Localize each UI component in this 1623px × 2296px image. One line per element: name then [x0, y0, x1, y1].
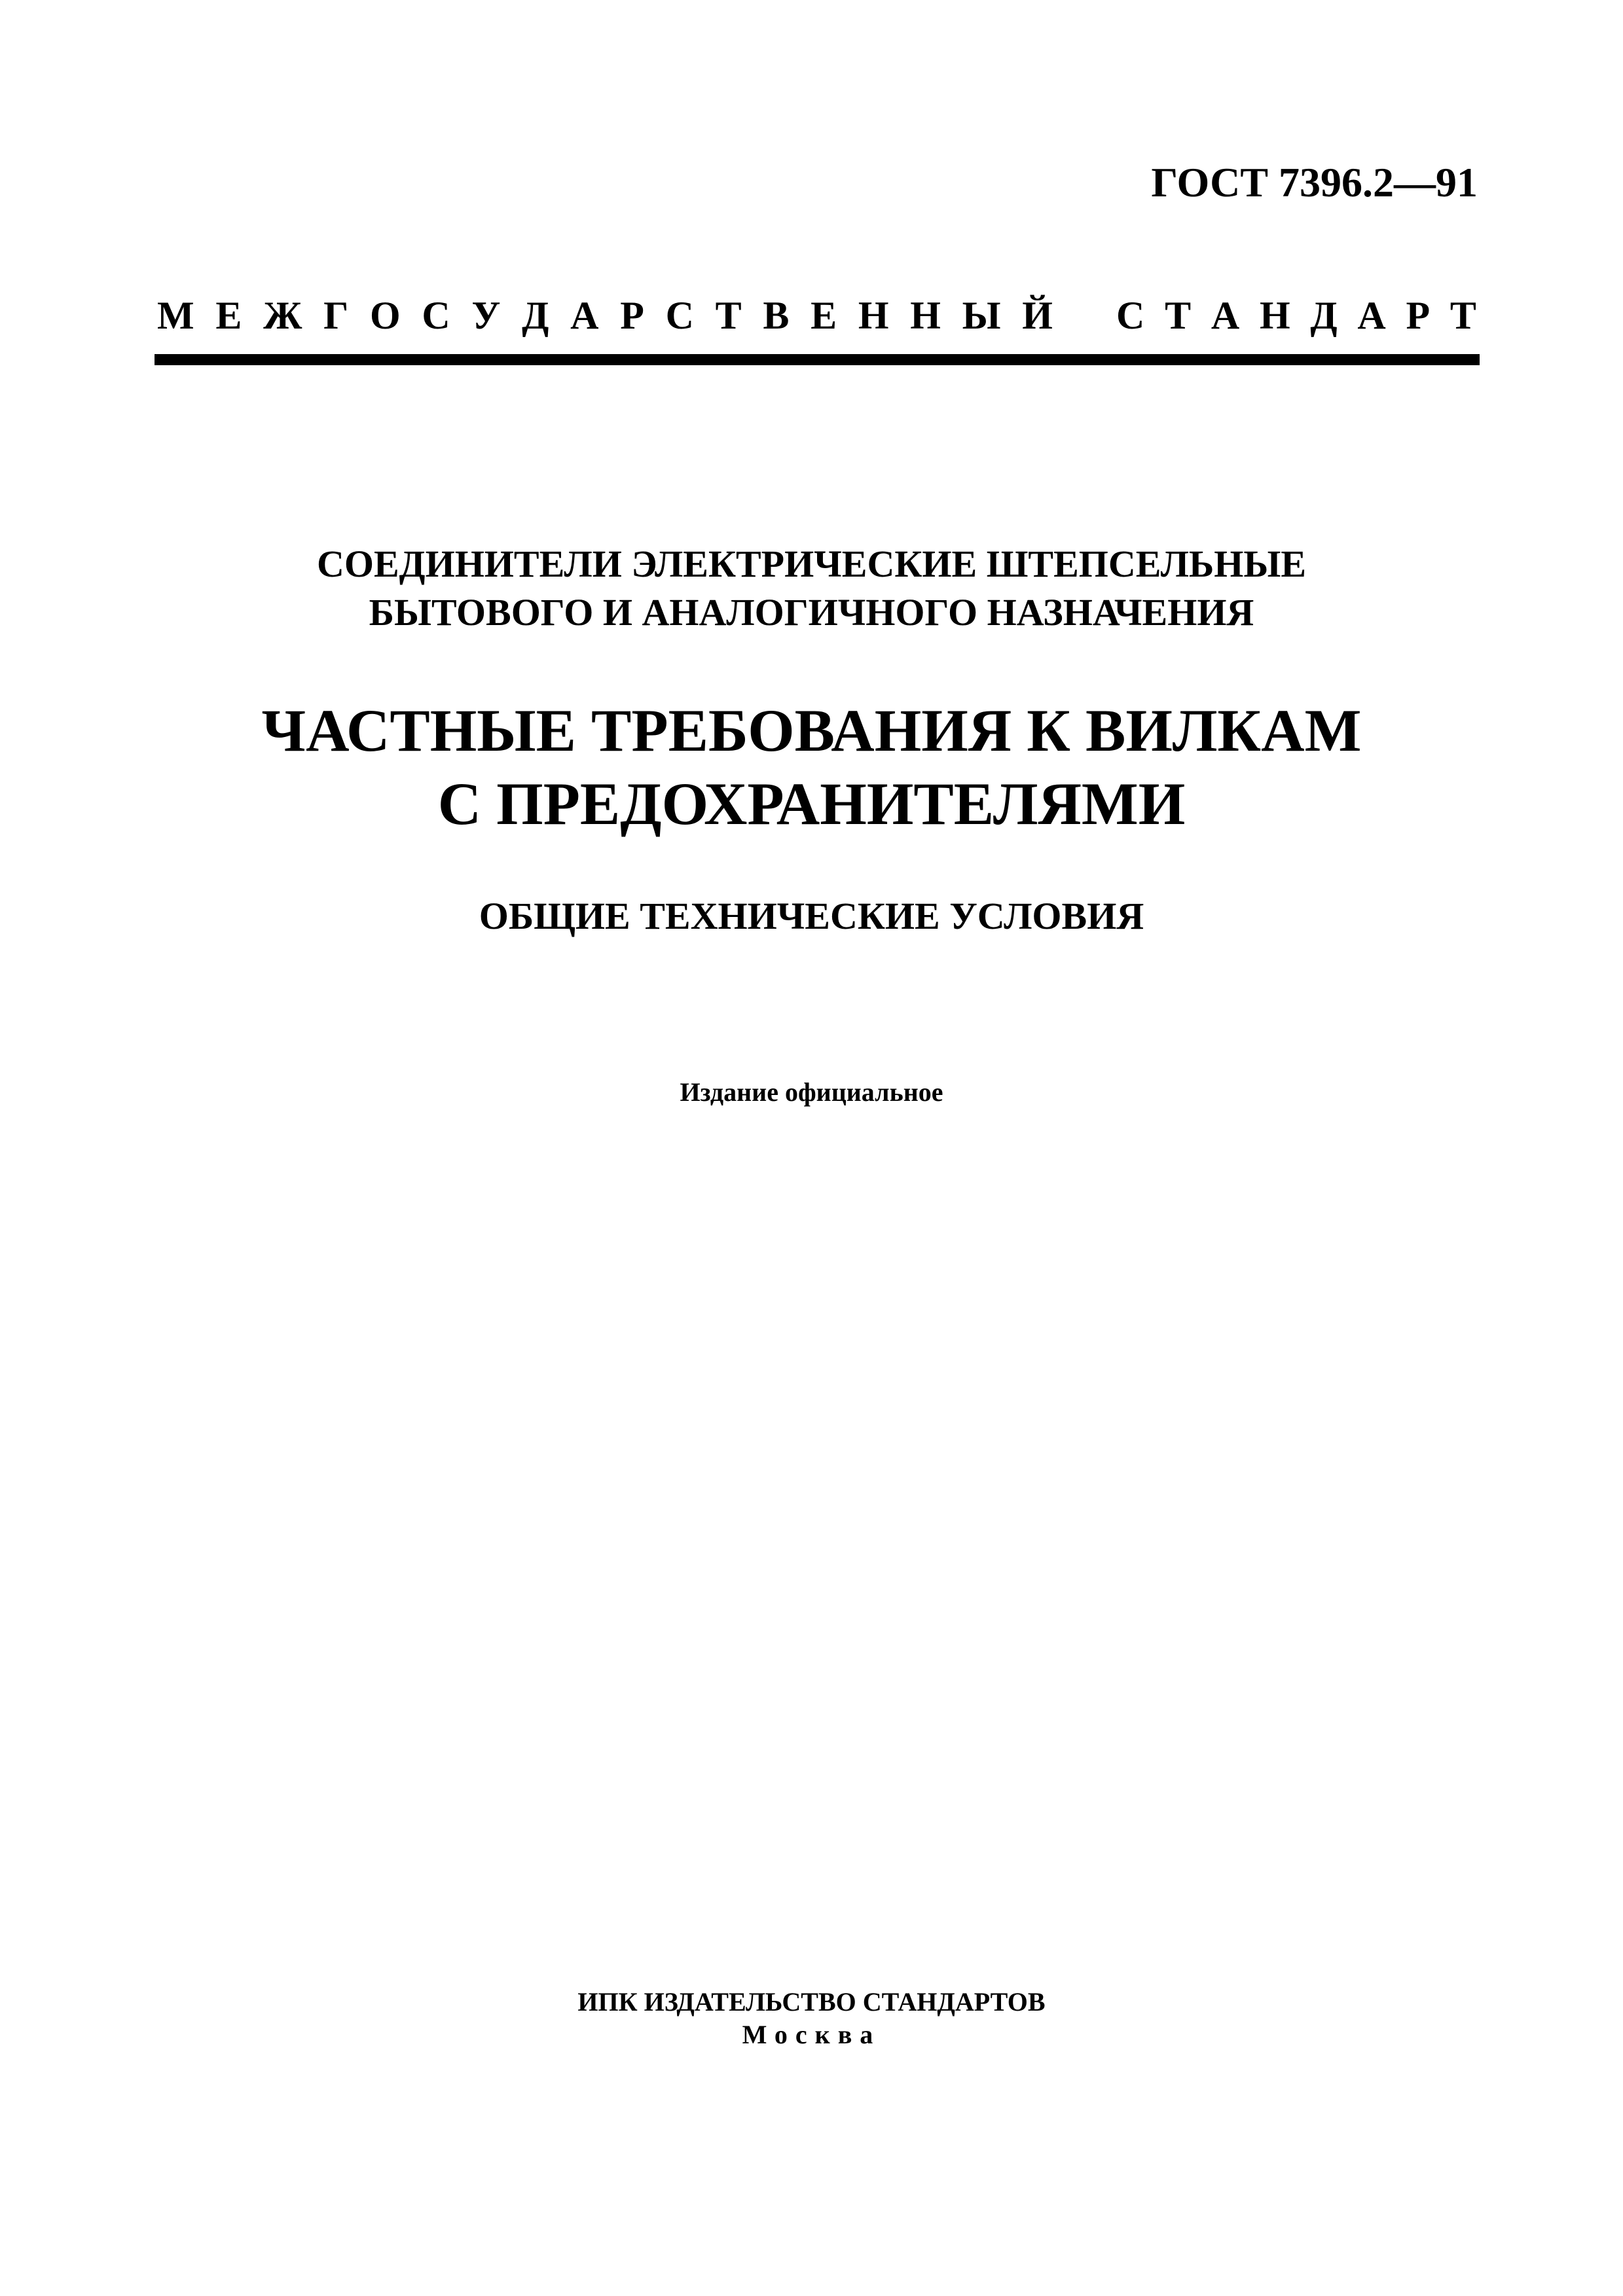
letter: О — [370, 294, 401, 337]
header-rule — [155, 354, 1480, 365]
letter: Н — [910, 294, 941, 337]
city: Москва — [742, 2020, 881, 2049]
letter: Ж — [263, 294, 302, 337]
standard-number: ГОСТ 7396.2—91 — [1151, 159, 1478, 206]
letter: Р — [620, 294, 644, 337]
letter: Н — [858, 294, 889, 337]
main-title-line-2: С ПРЕДОХРАНИТЕЛЯМИ — [437, 770, 1186, 837]
letter: Р — [1406, 294, 1431, 337]
letter: А — [1357, 294, 1386, 337]
letter: А — [570, 294, 599, 337]
letter: С — [1116, 294, 1145, 337]
standard-type-word-1 — [157, 296, 1053, 335]
letter: С — [665, 294, 694, 337]
subtitle-line-2: БЫТОВОГО И АНАЛОГИЧНОГО НАЗНАЧЕНИЯ — [369, 591, 1254, 634]
subtitle — [0, 540, 1623, 637]
standard-type-label — [157, 296, 1476, 335]
standard-type-word-2 — [1116, 296, 1476, 335]
letter: Д — [1310, 294, 1338, 337]
general-conditions-heading: ОБЩИЕ ТЕХНИЧЕСКИЕ УСЛОВИЯ — [479, 895, 1144, 937]
letter: Т — [715, 294, 742, 337]
letter: С — [422, 294, 450, 337]
letter: Т — [1165, 294, 1192, 337]
subtitle-line-1: СОЕДИНИТЕЛИ ЭЛЕКТРИЧЕСКИЕ ШТЕПСЕЛЬНЫЕ — [316, 543, 1307, 585]
letter: Ы — [962, 294, 1001, 337]
letter: Н — [1259, 294, 1290, 337]
letter: М — [157, 294, 194, 337]
edition-note: Издание официальное — [680, 1077, 943, 1107]
letter: Е — [215, 294, 242, 337]
letter: Е — [811, 294, 837, 337]
letter: В — [763, 294, 790, 337]
letter: А — [1211, 294, 1240, 337]
letter: У — [471, 294, 501, 337]
letter: Й — [1022, 294, 1053, 337]
main-title-line-1: ЧАСТНЫЕ ТРЕБОВАНИЯ К ВИЛКАМ — [261, 697, 1362, 764]
publisher: ИПК ИЗДАТЕЛЬСТВО СТАНДАРТОВ — [577, 1987, 1046, 2017]
letter: Д — [522, 294, 549, 337]
letter: Г — [323, 294, 349, 337]
main-title — [0, 694, 1623, 840]
letter: Т — [1450, 294, 1476, 337]
